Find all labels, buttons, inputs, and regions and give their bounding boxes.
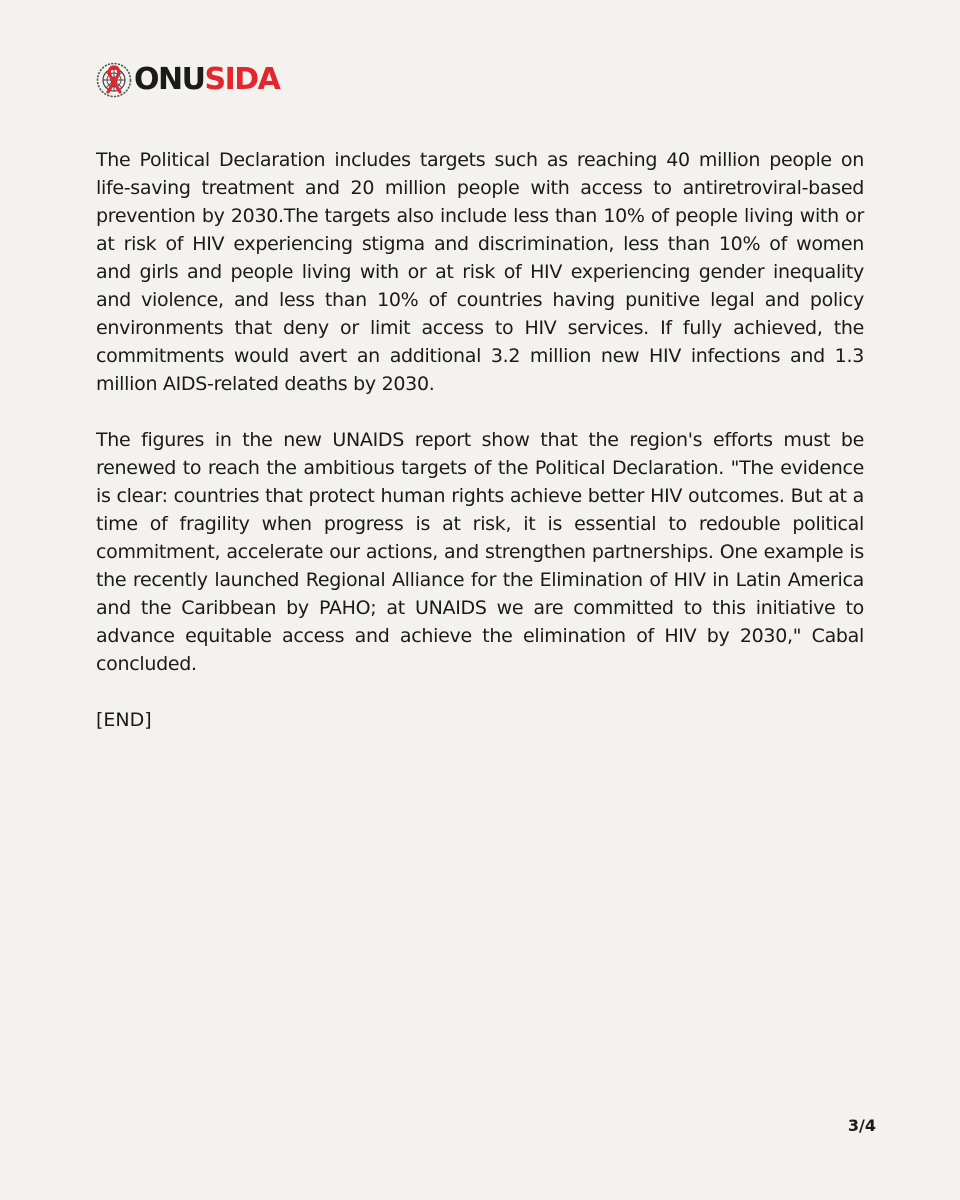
article-paragraph-2: The figures in the new UNAIDS report show that the region's efforts must be renewed to reach the ambitious targets of the Political Declaration. "The evidence is clear: countries that protect human rights achieve better HIV outcomes. But at a time of fragility when progress is at risk, it is essential to redouble political commitment, accelerate our actions, and strengthen partnerships. One example is the recently launched Regional Alliance for the Elimination of HIV in Latin America and the Caribbean by PAHO; at UNAIDS we are committed to this initiative to advance equitable access and achieve the elimination of HIV by 2030," Cabal concluded. [96,429,864,675]
article-body [96,146,864,734]
end-marker: [END] [96,709,152,731]
un-ribbon-emblem-icon [96,62,132,98]
onusida-logo [96,62,279,98]
logo-word-sida: SIDA [204,62,280,97]
logo-wordmark [134,62,279,98]
article-paragraph-1: The Political Declaration includes targets such as reaching 40 million people on life-saving treatment and 20 million people with access to antiretroviral-based prevention by 2030.The targets also include less than 10% of people living with or at risk of HIV experiencing stigma and discrimination, less than 10% of women and girls and people living with or at risk of HIV experiencing gender inequality and violence, and less than 10% of countries having punitive legal and policy environments that deny or limit access to HIV services. If fully achieved, the commitments would avert an additional 3.2 million new HIV infections and 1.3 million AIDS-related deaths by 2030. [96,149,864,395]
page-indicator: 3/4 [847,1116,876,1135]
logo-word-onu: ONU [134,62,205,97]
